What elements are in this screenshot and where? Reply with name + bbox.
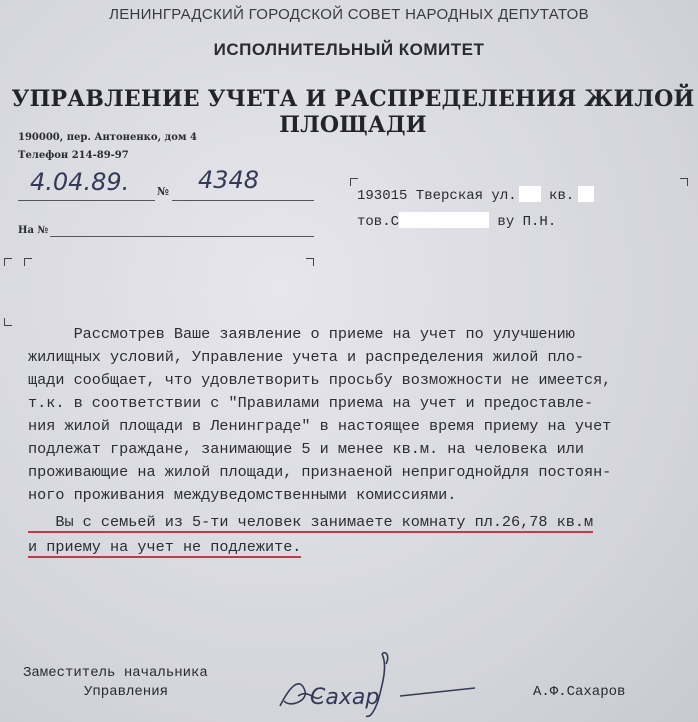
- body-line: т.к. в соответствии с "Правилами приема на учет и предоставле-: [28, 394, 594, 412]
- recipient-name-prefix: тов.С: [357, 214, 400, 230]
- signer-department: Управления: [84, 684, 169, 700]
- letterhead-address: 190000, пер. Антоненко, дом 4: [18, 132, 197, 143]
- letter-body: [28, 323, 692, 559]
- redaction-block: [519, 186, 541, 202]
- recipient-name-suffix: ву П.Н.: [497, 214, 557, 230]
- reference-label: На №: [18, 225, 49, 236]
- body-line: Рассмотрев Ваше заявление о приеме на учет по улучшению: [28, 325, 575, 343]
- letterhead-phone: Телефон 214-89-97: [18, 150, 129, 161]
- signature-text: Сахар: [310, 685, 380, 710]
- body-line: подлежат граждане, занимающие 5 и менее кв.м. на человека или: [28, 440, 584, 458]
- signer-name: А.Ф.Сахаров: [533, 684, 626, 700]
- highlighted-line: Вы с семьей из 5-ти человек занимаете комнату пл.26,78 кв.м: [28, 513, 594, 531]
- committee-name: ИСПОЛНИТЕЛЬНЫЙ КОМИТЕТ: [213, 40, 485, 59]
- council-name: ЛЕНИНГРАДСКИЙ ГОРОДСКОЙ СОВЕТ НАРОДНЫХ ДЕПУТАТОВ: [109, 6, 589, 23]
- body-corner-bl: [4, 318, 12, 326]
- reference-rule: [50, 236, 314, 237]
- recipient-street: 193015 Тверская ул.: [357, 188, 517, 204]
- redaction-block: [399, 212, 489, 228]
- date-rule: [18, 200, 155, 201]
- number-label: №: [157, 185, 169, 198]
- body-corner-tl: [4, 258, 12, 266]
- signer-title: Заместитель начальника: [23, 665, 208, 681]
- body-line: щади сообщает, что удовлетворить просьбу возможности не имеется,: [28, 371, 612, 389]
- highlighted-line: и приему на учет не подлежите.: [28, 538, 302, 556]
- address-corner-tr: [680, 178, 688, 186]
- body-corner-tl2: [24, 258, 32, 266]
- address-corner-tl: [350, 178, 358, 186]
- body-line: ного проживания междуведомственными комиссиями.: [28, 486, 457, 504]
- registration-date: 4.04.89.: [30, 168, 130, 196]
- body-line: проживающие на жилой площади, признаеной непригоднойдля постоян-: [28, 463, 612, 481]
- registration-number: 4348: [198, 166, 260, 194]
- redaction-block: [578, 186, 594, 202]
- body-line: ния жилой площади в Ленинграде" в настоящее время приему на учет: [28, 417, 612, 435]
- body-line: жилищных условий, Управление учета и распределения жилой пло-: [28, 348, 584, 366]
- body-corner-tr: [306, 258, 314, 266]
- recipient-name: [357, 212, 556, 230]
- number-rule: [172, 200, 314, 201]
- handwritten-signature: [270, 646, 480, 722]
- department-name: УПРАВЛЕНИЕ УЧЕТА И РАСПРЕДЕЛЕНИЯ ЖИЛОЙ ПЛОЩАДИ: [11, 86, 695, 138]
- recipient-address: [357, 186, 594, 204]
- recipient-apt-label: кв.: [549, 188, 575, 204]
